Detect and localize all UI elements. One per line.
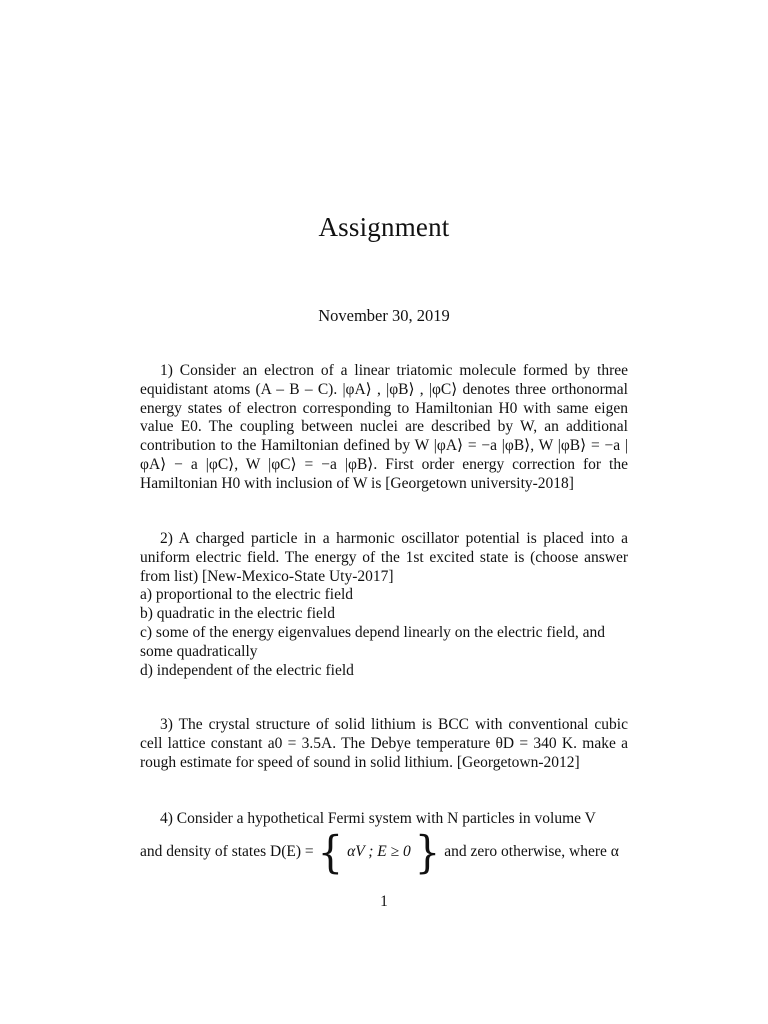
- problem-number: 4): [160, 810, 173, 827]
- problem-1: [140, 362, 628, 494]
- option-b: b) quadratic in the electric field: [140, 605, 335, 623]
- option-a: a) proportional to the electric field: [140, 586, 354, 604]
- problem-text: Consider a hypothetical Fermi system with N particles in volume V: [176, 810, 596, 827]
- problem-text: The crystal structure of solid lithium is BCC with conventional cubic cell lattice constant a0 = 3.5A. The Debye temperature θD = 340 K. make a rough estimate for speed of sound in solid lithium. [Georgetown-2012]: [140, 716, 628, 771]
- option-d: d) independent of the electric field: [140, 661, 354, 679]
- option-c: c) some of the energy eigenvalues depend linearly on the electric field, and some quadratically: [140, 623, 605, 660]
- problem-4: [140, 810, 628, 879]
- line-suffix: and zero otherwise, where α: [444, 843, 619, 861]
- problem-2: [140, 530, 628, 680]
- piecewise-condition: αV ; E ≥ 0: [347, 843, 411, 861]
- density-of-states-line: [140, 827, 628, 879]
- problem-number: 1): [160, 362, 173, 379]
- problem-text: A charged particle in a harmonic oscillator potential is placed into a uniform electric field. The energy of the 1st excited state is (choose answer from list) [New-Mexico-State Uty-2017]: [140, 530, 628, 585]
- right-brace: }: [414, 827, 441, 879]
- page-number: 1: [380, 893, 388, 910]
- left-brace: {: [317, 827, 344, 879]
- problem-number: 2): [160, 530, 173, 547]
- problem-text: Consider an electron of a linear triatomic molecule formed by three equidistant atoms (A – B – C). |φA⟩ , |φB⟩ , |φC⟩ denotes three orthonormal energy states of electron corresponding to Hamiltonian H0 with same eigen value E0. The coupling between nuclei are described by W, an additional contribution to the Hamiltonian defined by W |φA⟩ = −a |φB⟩, W |φB⟩ = −a |φA⟩ − a |φC⟩, W |φC⟩ = −a |φB⟩. First order energy correction for the Hamiltonian H0 with inclusion of W is [Georgetown university-2018]: [140, 362, 629, 492]
- problem-3: [140, 716, 628, 772]
- line-prefix: and density of states D(E) =: [140, 843, 314, 861]
- document-title: Assignment: [318, 212, 450, 242]
- problem-number: 3): [160, 716, 173, 733]
- document-date: November 30, 2019: [318, 306, 450, 325]
